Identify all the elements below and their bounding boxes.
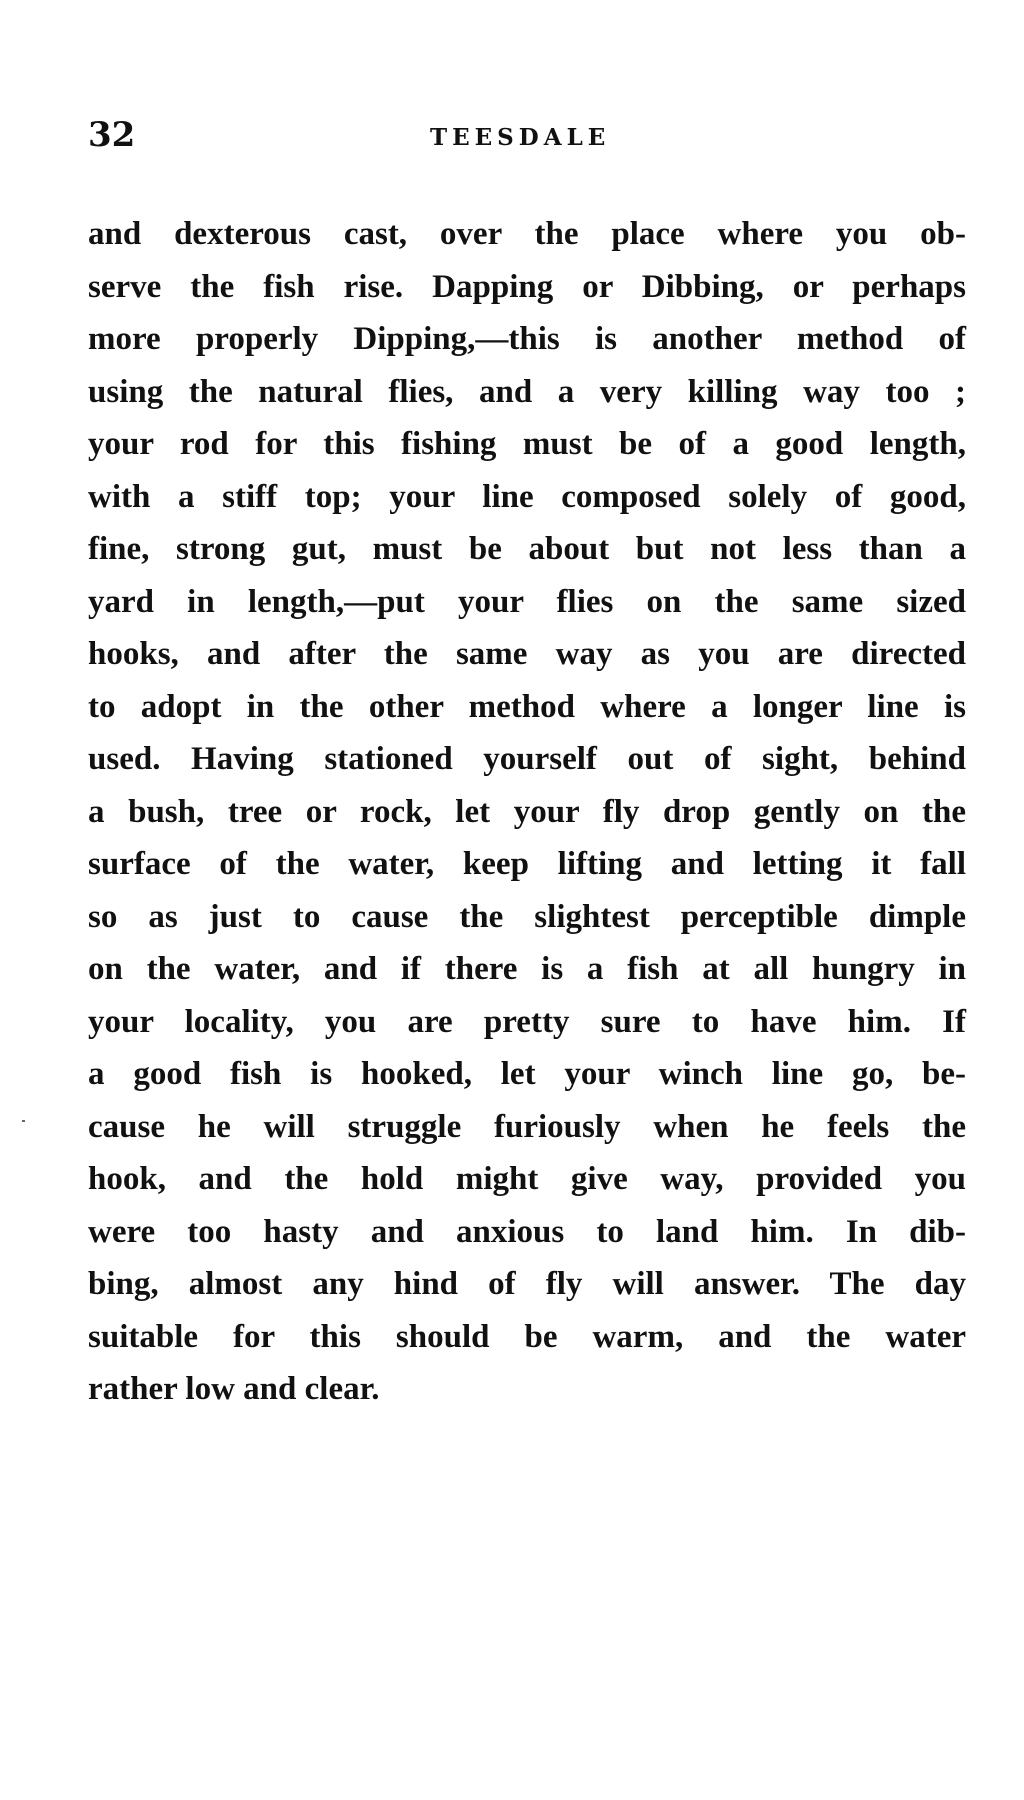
running-head: TEESDALE xyxy=(430,124,611,151)
text-line: a good fish is hooked, let your winch line go, be- xyxy=(88,1056,966,1092)
text-line: to adopt in the other method where a longer line is xyxy=(88,688,966,725)
text-line: used. Having stationed yourself out of sight, behind xyxy=(88,741,966,777)
text-line: and dexterous cast, over the place where you ob- xyxy=(88,216,966,252)
text-line: on the water, and if there is a fish at all hungry in xyxy=(88,951,966,987)
text-line: bing, almost any hind of fly will answer. The day xyxy=(88,1266,966,1302)
body-paragraph xyxy=(88,208,966,1416)
text-line: your locality, you are pretty sure to have him. If xyxy=(88,1003,966,1040)
page-number: 32 xyxy=(88,115,136,155)
text-line: hook, and the hold might give way, provided you xyxy=(88,1161,966,1197)
text-line: cause he will struggle furiously when he feels the xyxy=(88,1108,966,1145)
text-line: so as just to cause the slightest perceptible dimple xyxy=(88,898,966,935)
text-line: yard in length,—put your flies on the same sized xyxy=(88,583,966,620)
text-line: more properly Dipping,—this is another method of xyxy=(88,321,966,357)
text-line: fine, strong gut, must be about but not less than a xyxy=(88,531,966,567)
text-line: were too hasty and anxious to land him. In dib- xyxy=(88,1213,966,1250)
text-line: surface of the water, keep lifting and letting it fall xyxy=(88,846,966,882)
text-line: with a stiff top; your line composed solely of good, xyxy=(88,478,966,515)
text-line-last: rather low and clear. xyxy=(88,1371,380,1407)
scan-speck xyxy=(22,1120,25,1122)
page-header xyxy=(88,110,968,160)
text-line: your rod for this fishing must be of a good length, xyxy=(88,426,966,462)
text-line: using the natural flies, and a very killing way too ; xyxy=(88,373,966,410)
text-line: suitable for this should be warm, and the water xyxy=(88,1318,966,1355)
text-line: hooks, and after the same way as you are directed xyxy=(88,636,966,672)
text-line: serve the fish rise. Dapping or Dibbing, or perhaps xyxy=(88,268,966,305)
text-line: a bush, tree or rock, let your fly drop gently on the xyxy=(88,793,966,830)
